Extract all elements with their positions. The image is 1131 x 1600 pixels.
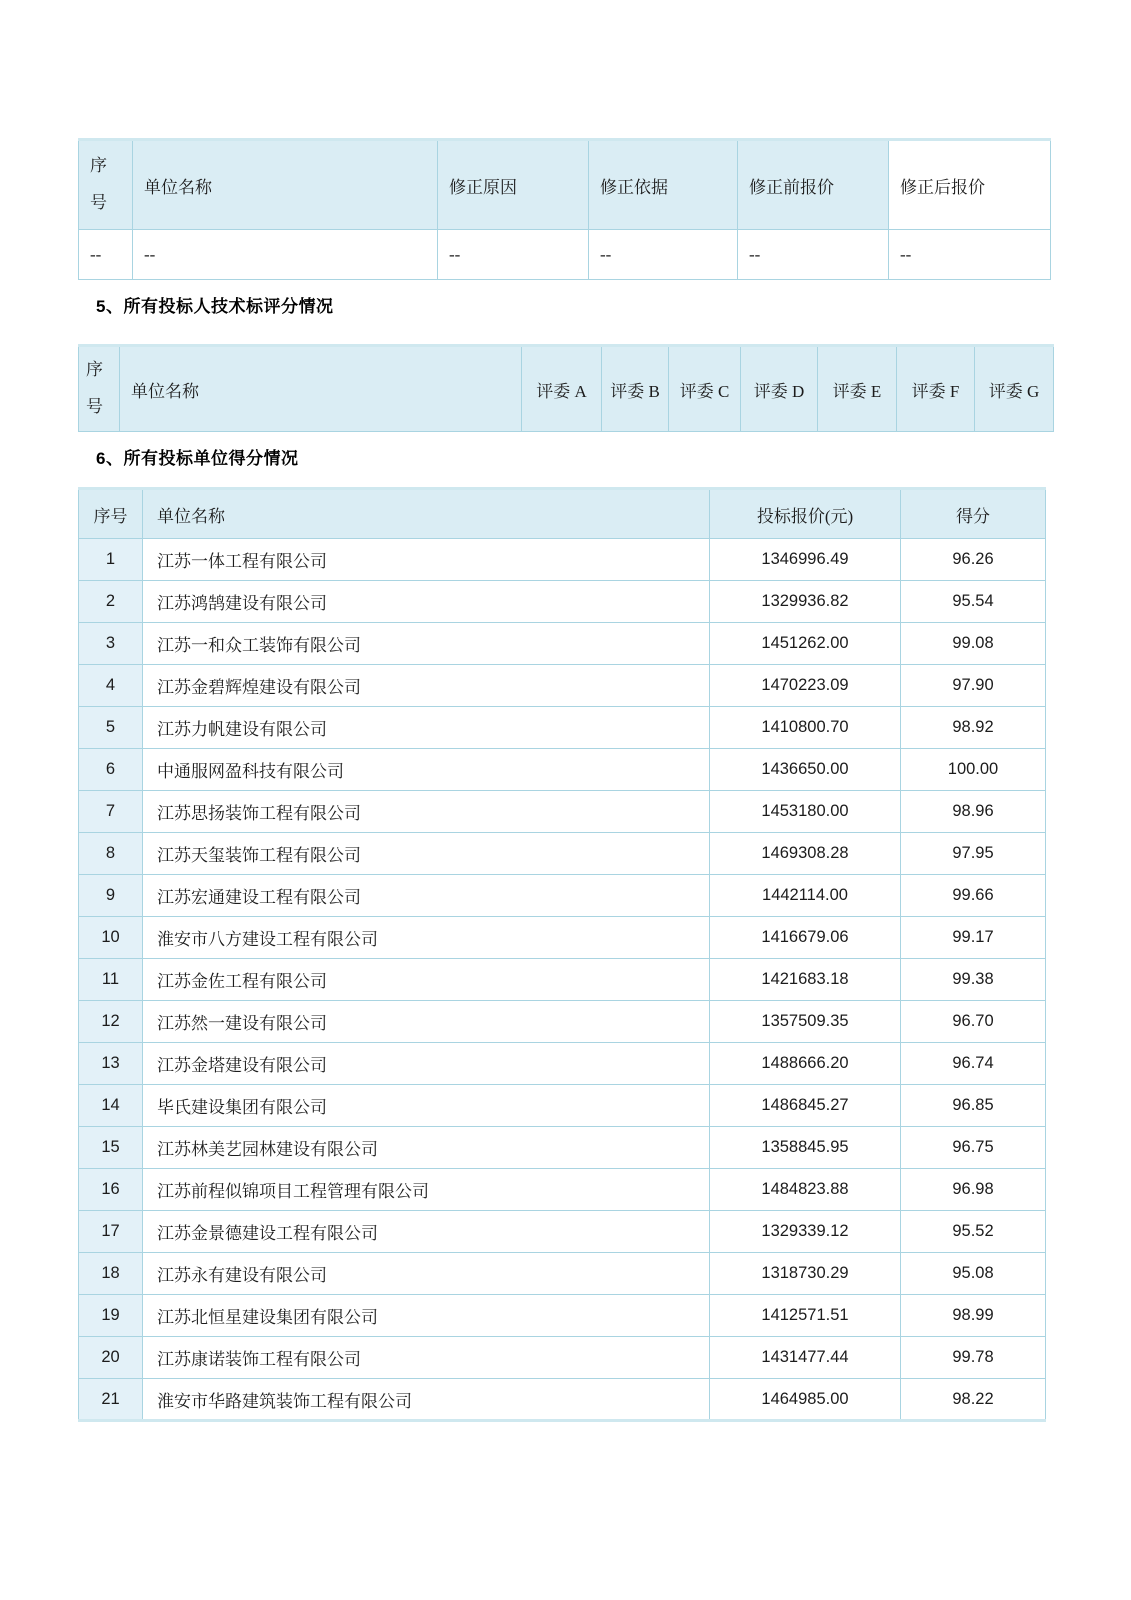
score-row-index: 15	[79, 1127, 143, 1169]
scores-row	[79, 791, 1046, 833]
score-row-company: 江苏然一建设有限公司	[143, 1001, 710, 1043]
score-row-price: 1464985.00	[710, 1379, 901, 1421]
scores-row	[79, 1127, 1046, 1169]
score-row-index: 9	[79, 875, 143, 917]
score-row-price: 1451262.00	[710, 623, 901, 665]
score-row-score: 96.85	[901, 1085, 1046, 1127]
corrections-header-price-after: 修正后报价	[889, 140, 1051, 230]
score-row-index: 17	[79, 1211, 143, 1253]
corrections-cell: --	[589, 230, 738, 280]
score-row-company: 中通服网盈科技有限公司	[143, 749, 710, 791]
score-row-price: 1357509.35	[710, 1001, 901, 1043]
scores-row	[79, 1295, 1046, 1337]
scores-header-company: 单位名称	[143, 489, 710, 539]
scores-row	[79, 1085, 1046, 1127]
score-row-index: 13	[79, 1043, 143, 1085]
tech-header-judge-f: 评委 F	[897, 346, 975, 432]
score-row-index: 16	[79, 1169, 143, 1211]
score-row-price: 1412571.51	[710, 1295, 901, 1337]
score-row-score: 97.95	[901, 833, 1046, 875]
score-row-company: 江苏宏通建设工程有限公司	[143, 875, 710, 917]
score-row-score: 96.70	[901, 1001, 1046, 1043]
score-row-score: 96.74	[901, 1043, 1046, 1085]
score-row-score: 98.92	[901, 707, 1046, 749]
score-row-price: 1431477.44	[710, 1337, 901, 1379]
score-row-index: 18	[79, 1253, 143, 1295]
tech-header-judge-e: 评委 E	[818, 346, 897, 432]
score-row-company: 江苏一体工程有限公司	[143, 539, 710, 581]
scores-row	[79, 1043, 1046, 1085]
score-row-company: 江苏鸿鹄建设有限公司	[143, 581, 710, 623]
score-row-company: 毕氏建设集团有限公司	[143, 1085, 710, 1127]
section-title-tech-eval: 5、所有投标人技术标评分情况	[96, 297, 334, 316]
corrections-header-reason: 修正原因	[438, 140, 589, 230]
scores-row	[79, 1253, 1046, 1295]
scores-header-score: 得分	[901, 489, 1046, 539]
tech-header-judge-g: 评委 G	[975, 346, 1054, 432]
score-row-index: 4	[79, 665, 143, 707]
score-row-score: 99.17	[901, 917, 1046, 959]
score-row-price: 1329339.12	[710, 1211, 901, 1253]
score-row-company: 江苏力帆建设有限公司	[143, 707, 710, 749]
scores-row	[79, 539, 1046, 581]
corrections-cell: --	[738, 230, 889, 280]
scores-header-index: 序号	[79, 489, 143, 539]
section-title-scores: 6、所有投标单位得分情况	[96, 449, 299, 468]
corrections-header-index: 序号	[79, 140, 133, 230]
score-row-index: 20	[79, 1337, 143, 1379]
score-row-price: 1470223.09	[710, 665, 901, 707]
score-row-index: 21	[79, 1379, 143, 1421]
score-row-index: 7	[79, 791, 143, 833]
score-row-price: 1410800.70	[710, 707, 901, 749]
score-row-score: 100.00	[901, 749, 1046, 791]
score-row-index: 19	[79, 1295, 143, 1337]
scores-row	[79, 1379, 1046, 1421]
tech-header-judge-c: 评委 C	[669, 346, 741, 432]
tech-header-judge-a: 评委 A	[522, 346, 602, 432]
score-row-company: 江苏一和众工装饰有限公司	[143, 623, 710, 665]
score-row-company: 江苏北恒星建设集团有限公司	[143, 1295, 710, 1337]
score-row-score: 98.22	[901, 1379, 1046, 1421]
score-row-index: 6	[79, 749, 143, 791]
score-row-index: 5	[79, 707, 143, 749]
scores-row	[79, 665, 1046, 707]
scores-table-body	[79, 539, 1046, 1421]
tech-eval-header-row	[79, 346, 1054, 432]
score-row-score: 98.99	[901, 1295, 1046, 1337]
score-row-company: 江苏康诺装饰工程有限公司	[143, 1337, 710, 1379]
score-row-company: 江苏思扬装饰工程有限公司	[143, 791, 710, 833]
score-row-price: 1453180.00	[710, 791, 901, 833]
scores-row	[79, 581, 1046, 623]
score-row-index: 11	[79, 959, 143, 1001]
corrections-header-price-before: 修正前报价	[738, 140, 889, 230]
corrections-cell: --	[133, 230, 438, 280]
score-row-price: 1436650.00	[710, 749, 901, 791]
corrections-empty-row	[79, 230, 1051, 280]
score-row-price: 1488666.20	[710, 1043, 901, 1085]
score-row-index: 3	[79, 623, 143, 665]
score-row-score: 99.08	[901, 623, 1046, 665]
corrections-cell: --	[889, 230, 1051, 280]
scores-row	[79, 623, 1046, 665]
score-row-score: 95.52	[901, 1211, 1046, 1253]
score-row-company: 江苏前程似锦项目工程管理有限公司	[143, 1169, 710, 1211]
score-row-company: 江苏金佐工程有限公司	[143, 959, 710, 1001]
scores-row	[79, 1001, 1046, 1043]
score-row-score: 99.66	[901, 875, 1046, 917]
score-row-company: 淮安市八方建设工程有限公司	[143, 917, 710, 959]
score-row-score: 97.90	[901, 665, 1046, 707]
corrections-table	[78, 138, 1051, 280]
score-row-score: 98.96	[901, 791, 1046, 833]
corrections-cell: --	[79, 230, 133, 280]
score-row-index: 10	[79, 917, 143, 959]
score-row-index: 14	[79, 1085, 143, 1127]
score-row-price: 1486845.27	[710, 1085, 901, 1127]
scores-row	[79, 1169, 1046, 1211]
scores-table	[78, 487, 1046, 1422]
score-row-company: 江苏金塔建设有限公司	[143, 1043, 710, 1085]
corrections-cell: --	[438, 230, 589, 280]
score-row-price: 1442114.00	[710, 875, 901, 917]
score-row-price: 1329936.82	[710, 581, 901, 623]
scores-row	[79, 1337, 1046, 1379]
score-row-price: 1416679.06	[710, 917, 901, 959]
score-row-index: 1	[79, 539, 143, 581]
corrections-header-company: 单位名称	[133, 140, 438, 230]
score-row-score: 96.98	[901, 1169, 1046, 1211]
scores-row	[79, 833, 1046, 875]
score-row-price: 1346996.49	[710, 539, 901, 581]
scores-header-price: 投标报价(元)	[710, 489, 901, 539]
score-row-company: 江苏天玺装饰工程有限公司	[143, 833, 710, 875]
score-row-company: 江苏金碧辉煌建设有限公司	[143, 665, 710, 707]
corrections-header-basis: 修正依据	[589, 140, 738, 230]
scores-row	[79, 707, 1046, 749]
score-row-price: 1484823.88	[710, 1169, 901, 1211]
score-row-index: 12	[79, 1001, 143, 1043]
score-row-price: 1358845.95	[710, 1127, 901, 1169]
score-row-score: 96.75	[901, 1127, 1046, 1169]
score-row-score: 96.26	[901, 539, 1046, 581]
scores-row	[79, 917, 1046, 959]
score-row-company: 江苏永有建设有限公司	[143, 1253, 710, 1295]
score-row-price: 1318730.29	[710, 1253, 901, 1295]
scores-row	[79, 959, 1046, 1001]
score-row-score: 99.38	[901, 959, 1046, 1001]
score-row-score: 95.54	[901, 581, 1046, 623]
score-row-score: 95.08	[901, 1253, 1046, 1295]
scores-row	[79, 875, 1046, 917]
score-row-price: 1469308.28	[710, 833, 901, 875]
scores-row	[79, 1211, 1046, 1253]
tech-header-judge-b: 评委 B	[602, 346, 669, 432]
tech-eval-table	[78, 344, 1054, 432]
tech-header-index: 序号	[79, 346, 120, 432]
score-row-company: 江苏林美艺园林建设有限公司	[143, 1127, 710, 1169]
tech-header-company: 单位名称	[120, 346, 522, 432]
scores-row	[79, 749, 1046, 791]
score-row-index: 2	[79, 581, 143, 623]
score-row-price: 1421683.18	[710, 959, 901, 1001]
score-row-company: 江苏金景德建设工程有限公司	[143, 1211, 710, 1253]
scores-header-row	[79, 489, 1046, 539]
score-row-index: 8	[79, 833, 143, 875]
tech-header-judge-d: 评委 D	[741, 346, 818, 432]
score-row-score: 99.78	[901, 1337, 1046, 1379]
score-row-company: 淮安市华路建筑装饰工程有限公司	[143, 1379, 710, 1421]
corrections-header-row	[79, 140, 1051, 230]
